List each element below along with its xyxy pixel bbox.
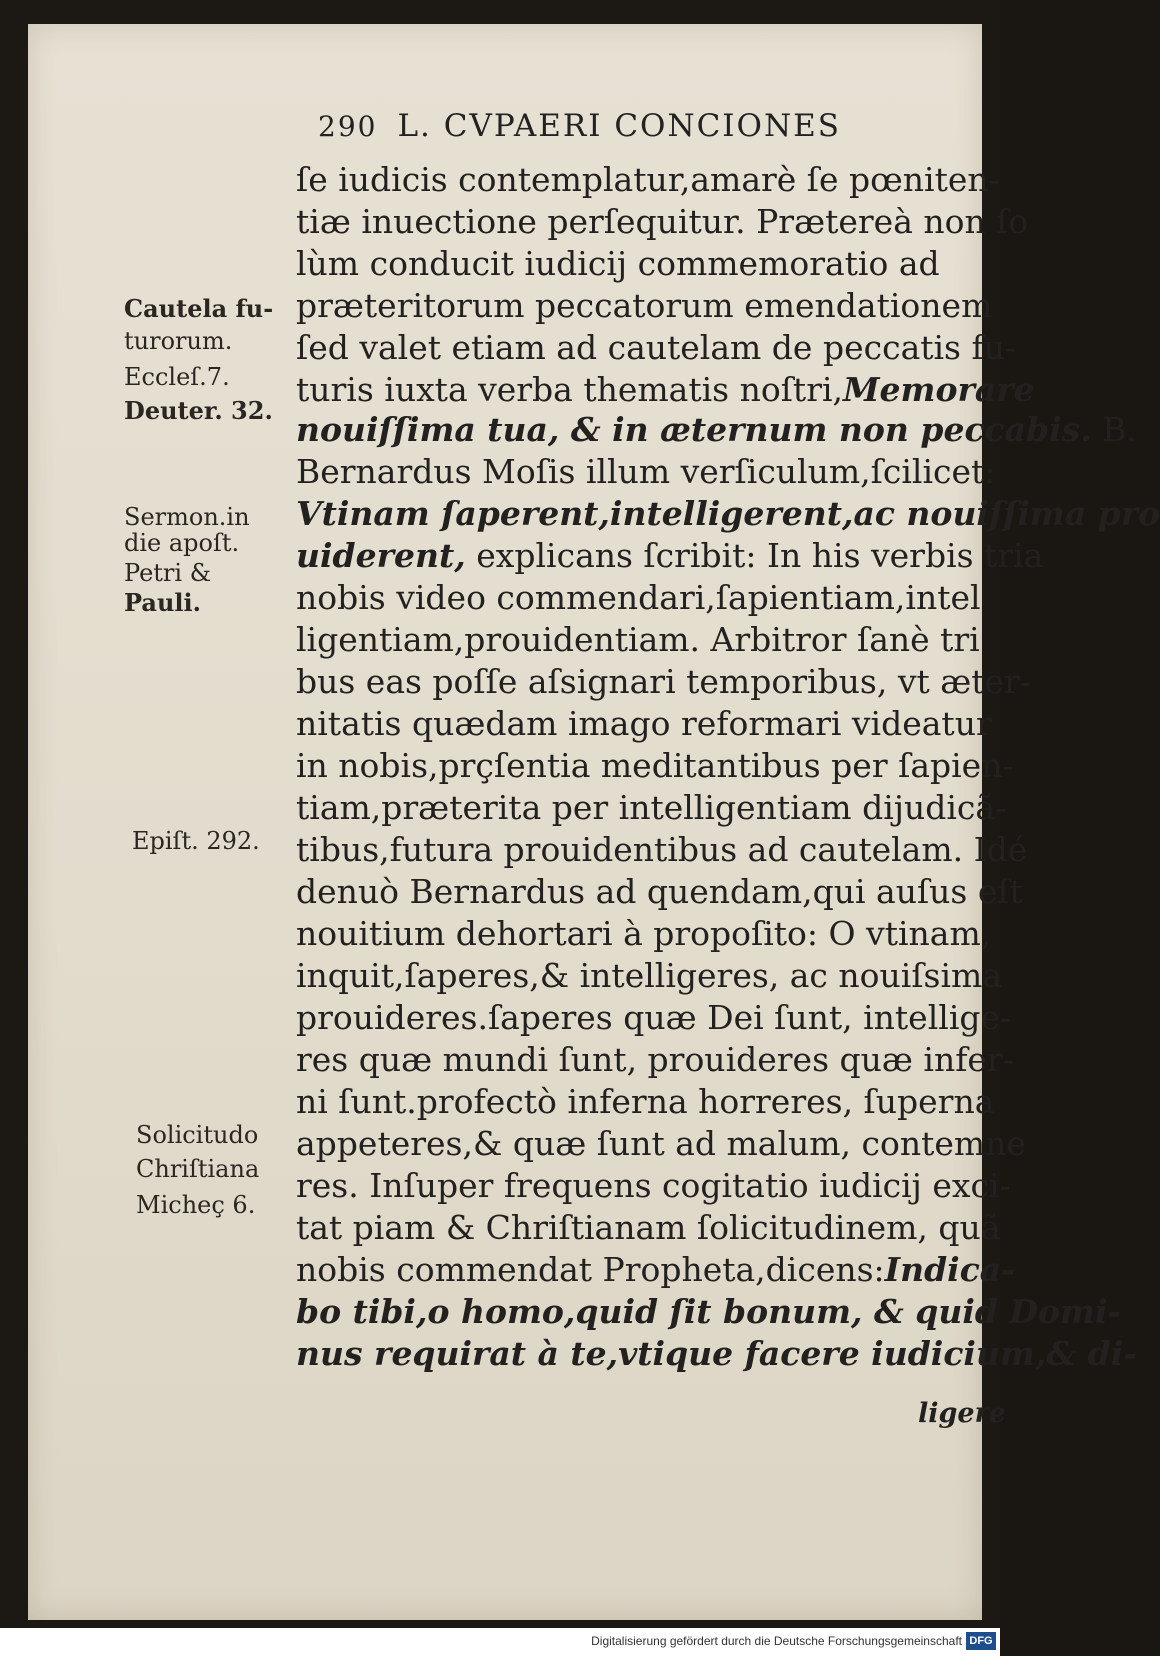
running-head [318,108,841,144]
catchword: ligere [918,1398,1006,1429]
text-line-6 [296,370,1035,410]
text-line-24: appeteres,& quæ ſunt ad malum, contemne [296,1124,1026,1163]
margin-note-solicitudo: Solicitudo [136,1121,259,1149]
text-line-28-italic: bo tibi,o homo,quid ſit bonum, & quid Domi- [296,1292,1122,1331]
book-page [28,24,1160,1620]
text-line-28 [296,1292,1122,1332]
text-line-13: bus eas poſſe aſsignari temporibus, vt æter- [296,662,1031,701]
text-line-29-italic: nus requirat à te,vtique facere iudicium,& di- [296,1334,1137,1373]
text-line-20: inquit,ſaperes,& intelligeres, ac nouiſsima [296,956,1003,995]
margin-note-sermon: Sermon.in [124,503,250,531]
text-line-14: nitatis quædam imago reformari videatur [296,704,992,743]
text-line-26: tat piam & Chriſtianam ſolicitudinem, quã [296,1208,1001,1247]
margin-note-deuter: Deuter. 32. [124,396,273,425]
text-line-21: prouideres.ſaperes quæ Dei ſunt, intellige- [296,998,1012,1037]
text-line-7-italic: nouiſſima tua, & in æternum non peccabis. [296,410,1092,449]
margin-note-cautela: Cautela fu- [124,294,274,323]
margin-note-petri: Petri & [124,559,212,587]
text-line-2: tiæ inuectione perſequitur. Prætereà non ſo [296,202,1029,241]
text-line-3: lùm conducit iudicij commemoratio ad [296,244,940,283]
text-line-10-italic: uiderent, [296,536,466,575]
page-number: 290 [318,110,378,143]
text-line-9-italic: Vtinam ſaperent,intelligerent,ac nouiſſima pro [296,494,1160,533]
text-line-9 [296,494,1160,534]
text-line-1: ſe iudicis contemplatur,amarè ſe pœniten- [296,160,1000,199]
text-line-12: ligentiam,prouidentiam. Arbitror ſanè tri [296,620,980,659]
margin-note-futurorum: turorum. [124,327,233,355]
text-line-17: tibus,futura prouidentibus ad cautelam. Idé [296,830,1028,869]
text-line-10 [296,536,1044,576]
margin-note-christiana: Chriſtiana [136,1155,260,1183]
text-line-27-roman: nobis commendat Propheta,dicens: [296,1250,885,1289]
dfg-logo: DFG [966,1632,996,1650]
text-line-22: res quæ mundi ſunt, prouideres quæ infer- [296,1040,1014,1079]
running-title: L. CVPAERI CONCIONES [397,108,841,144]
text-line-4: præteritorum peccatorum emendationem [296,286,993,325]
text-line-6-italic: Memorare [843,370,1035,409]
text-line-8: Bernardus Moſis illum verſiculum,ſcilicet: [296,452,996,491]
text-line-10-tail: explicans ſcribit: In his verbis tria [476,536,1044,575]
margin-note-die-apost: die apoſt. [124,529,240,557]
text-line-7-tail: B. [1102,410,1137,449]
text-line-15: in nobis,prçſentia meditantibus per ſapien- [296,746,1014,785]
text-line-6-roman: turis iuxta verba thematis noſtri, [296,370,844,409]
text-line-29 [296,1334,1137,1374]
text-line-5: ſed valet etiam ad cautelam de peccatis fu- [296,328,1017,367]
text-line-25: res. Inſuper frequens cogitatio iudicij exci- [296,1166,1011,1205]
text-line-27-italic: Indica- [884,1250,1015,1289]
text-line-16: tiam,præterita per intelligentiam dijudicã- [296,788,1007,827]
text-line-18: denuò Bernardus ad quendam,qui auſus eſt [296,872,1023,911]
text-line-7 [296,410,1137,450]
margin-note-eccles: Eccleſ.7. [124,363,230,391]
margin-note-michee: Micheç 6. [136,1191,256,1219]
text-line-19: nouitium dehortari à propoſito: O vtinam, [296,914,992,953]
margin-note-epist: Epiſt. 292. [132,827,260,855]
footer-credit: Digitalisierung gefördert durch die Deutsche Forschungsgemeinschaft [591,1634,962,1648]
text-line-27 [296,1250,1015,1290]
text-line-11: nobis video commendari,ſapientiam,intel [296,578,981,617]
margin-note-pauli: Pauli. [124,588,201,617]
text-line-23: ni ſunt.profectò inferna horreres, ſuperna [296,1082,995,1121]
